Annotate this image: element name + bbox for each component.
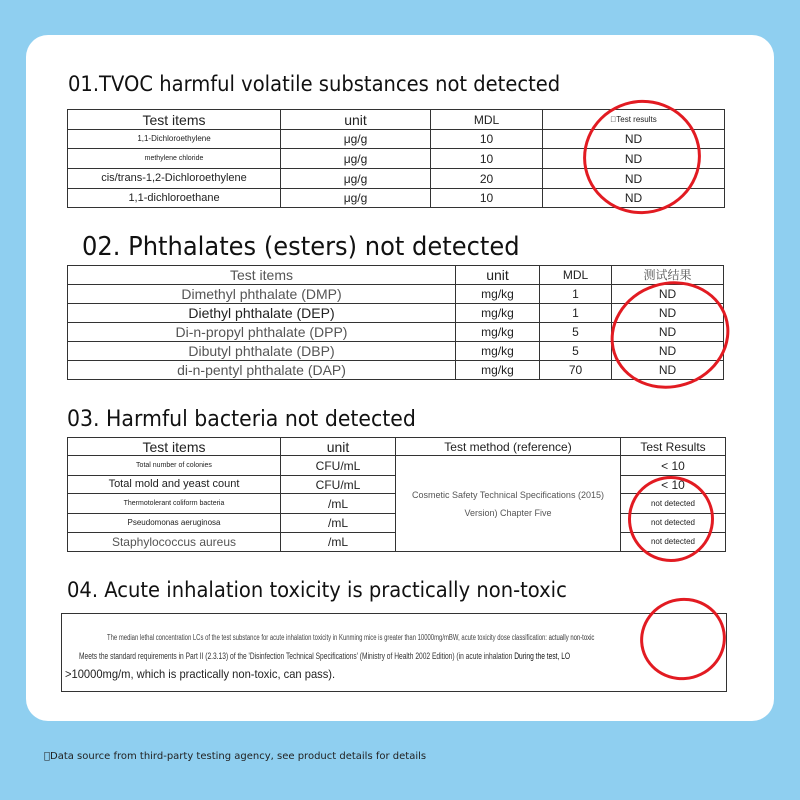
bacteria-method-line1: Cosmetic Safety Technical Specifications (2015)	[412, 489, 604, 500]
phthalate-result: ND	[612, 361, 724, 380]
phthalate-result: ND	[612, 323, 724, 342]
bacteria-item: Pseudomonas aeruginosa	[68, 514, 281, 533]
tvoc-item: 1,1-dichloroethane	[68, 189, 281, 208]
phthalate-mdl: 5	[540, 323, 612, 342]
phthalate-unit: mg/kg	[456, 304, 540, 323]
toxicity-line-3: >10000mg/m, which is practically non-toxic, can pass).	[65, 667, 336, 681]
table-row	[68, 361, 724, 380]
bacteria-result: not detected	[621, 494, 726, 514]
phthalate-mdl: 1	[540, 285, 612, 304]
toxicity-line-1	[107, 633, 594, 642]
table-row	[68, 169, 725, 189]
phthalate-result: ND	[612, 304, 724, 323]
section-02-title: 02. Phthalates (esters) not detected	[82, 232, 520, 262]
tvoc-mdl: 10	[431, 189, 543, 208]
phthalate-unit: mg/kg	[456, 323, 540, 342]
tvoc-result: ND	[543, 149, 725, 169]
bacteria-header-row	[68, 438, 726, 456]
table-row	[68, 342, 724, 361]
phthalate-unit: mg/kg	[456, 285, 540, 304]
toxicity-line-2-text: Meets the standard requirements in Part II (2.3.13) of the 'Disinfection Technical Specifications' (Ministry of Health 2002 Edition) (in acute inhalation	[79, 651, 513, 661]
tvoc-item: cis/trans-1,2-Dichloroethylene	[68, 169, 281, 189]
bacteria-header-test-items: Test items	[68, 438, 281, 456]
tvoc-unit: μg/g	[281, 130, 431, 149]
phthalate-item: Diethyl phthalate (DEP)	[68, 304, 456, 323]
tvoc-header-unit: unit	[281, 110, 431, 130]
phthalate-result: ND	[612, 285, 724, 304]
section-01-title: 01.TVOC harmful volatile substances not detected	[68, 72, 561, 96]
tvoc-header-row	[68, 110, 725, 130]
table-row	[68, 189, 725, 208]
bacteria-header-unit: unit	[281, 438, 396, 456]
phthalate-unit: mg/kg	[456, 361, 540, 380]
bacteria-unit: /mL	[281, 514, 396, 533]
phthalates-header-mdl: MDL	[540, 266, 612, 285]
bacteria-result: not detected	[621, 533, 726, 552]
phthalate-item: di-n-pentyl phthalate (DAP)	[68, 361, 456, 380]
bacteria-item: Thermotolerant coliform bacteria	[68, 494, 281, 514]
tvoc-result: ND	[543, 130, 725, 149]
phthalate-mdl: 1	[540, 304, 612, 323]
bacteria-unit: /mL	[281, 494, 396, 514]
table-row	[68, 149, 725, 169]
tvoc-mdl: 10	[431, 130, 543, 149]
tvoc-result: ND	[543, 189, 725, 208]
toxicity-line-2	[79, 651, 570, 661]
bacteria-method-cell	[396, 456, 621, 552]
bacteria-unit: /mL	[281, 533, 396, 552]
bacteria-result: < 10	[621, 456, 726, 476]
phthalate-unit: mg/kg	[456, 342, 540, 361]
table-row	[68, 456, 726, 476]
phthalate-item: Di-n-propyl phthalate (DPP)	[68, 323, 456, 342]
bacteria-result: < 10	[621, 476, 726, 494]
bacteria-header-method: Test method (reference)	[396, 438, 621, 456]
table-row	[68, 323, 724, 342]
phthalates-header-test-items: Test items	[68, 266, 456, 285]
tvoc-unit: μg/g	[281, 149, 431, 169]
section-03-title: 03. Harmful bacteria not detected	[67, 407, 416, 432]
tvoc-mdl: 10	[431, 149, 543, 169]
toxicity-box	[61, 613, 727, 692]
tvoc-header-test-items: Test items	[68, 110, 281, 130]
phthalate-mdl: 70	[540, 361, 612, 380]
phthalate-mdl: 5	[540, 342, 612, 361]
phthalate-item: Dibutyl phthalate (DBP)	[68, 342, 456, 361]
toxicity-line-1-text: The median lethal concentration LCs of the test substance for acute inhalation toxicity in Kunming mice is greater than 10000mg/mBW, acute toxicity dose classification:	[107, 633, 547, 642]
tvoc-item: 1,1-Dichloroethylene	[68, 130, 281, 149]
toxicity-line-1-highlight: actually non-toxic	[548, 633, 595, 642]
phthalates-header-results: 测试结果	[612, 266, 724, 285]
bacteria-result: not detected	[621, 514, 726, 533]
bacteria-item: Total number of colonies	[68, 456, 281, 476]
bacteria-unit: CFU/mL	[281, 456, 396, 476]
bacteria-header-results: Test Results	[621, 438, 726, 456]
phthalates-header-unit: unit	[456, 266, 540, 285]
tvoc-unit: μg/g	[281, 189, 431, 208]
phthalates-header-row	[68, 266, 724, 285]
footer-note:  Data source from third-party testing agency, see product details for details	[44, 751, 427, 762]
tvoc-item: methylene chloride	[68, 149, 281, 169]
tvoc-header-results:  Test results	[543, 110, 725, 130]
table-row	[68, 285, 724, 304]
section-04-title: 04. Acute inhalation toxicity is practically non-toxic	[67, 578, 567, 602]
bacteria-unit: CFU/mL	[281, 476, 396, 494]
table-row	[68, 130, 725, 149]
tvoc-table	[67, 109, 725, 208]
phthalate-item: Dimethyl phthalate (DMP)	[68, 285, 456, 304]
bacteria-item: Staphylococcus aureus	[68, 533, 281, 552]
bacteria-item: Total mold and yeast count	[68, 476, 281, 494]
toxicity-line-2-highlight: During the test, LO	[514, 651, 571, 661]
tvoc-unit: μg/g	[281, 169, 431, 189]
tvoc-result: ND	[543, 169, 725, 189]
phthalate-result: ND	[612, 342, 724, 361]
table-row	[68, 304, 724, 323]
bacteria-method-line2: Version) Chapter Five	[464, 507, 552, 518]
tvoc-header-mdl: MDL	[431, 110, 543, 130]
bacteria-table	[67, 437, 726, 552]
tvoc-mdl: 20	[431, 169, 543, 189]
phthalates-table	[67, 265, 724, 380]
